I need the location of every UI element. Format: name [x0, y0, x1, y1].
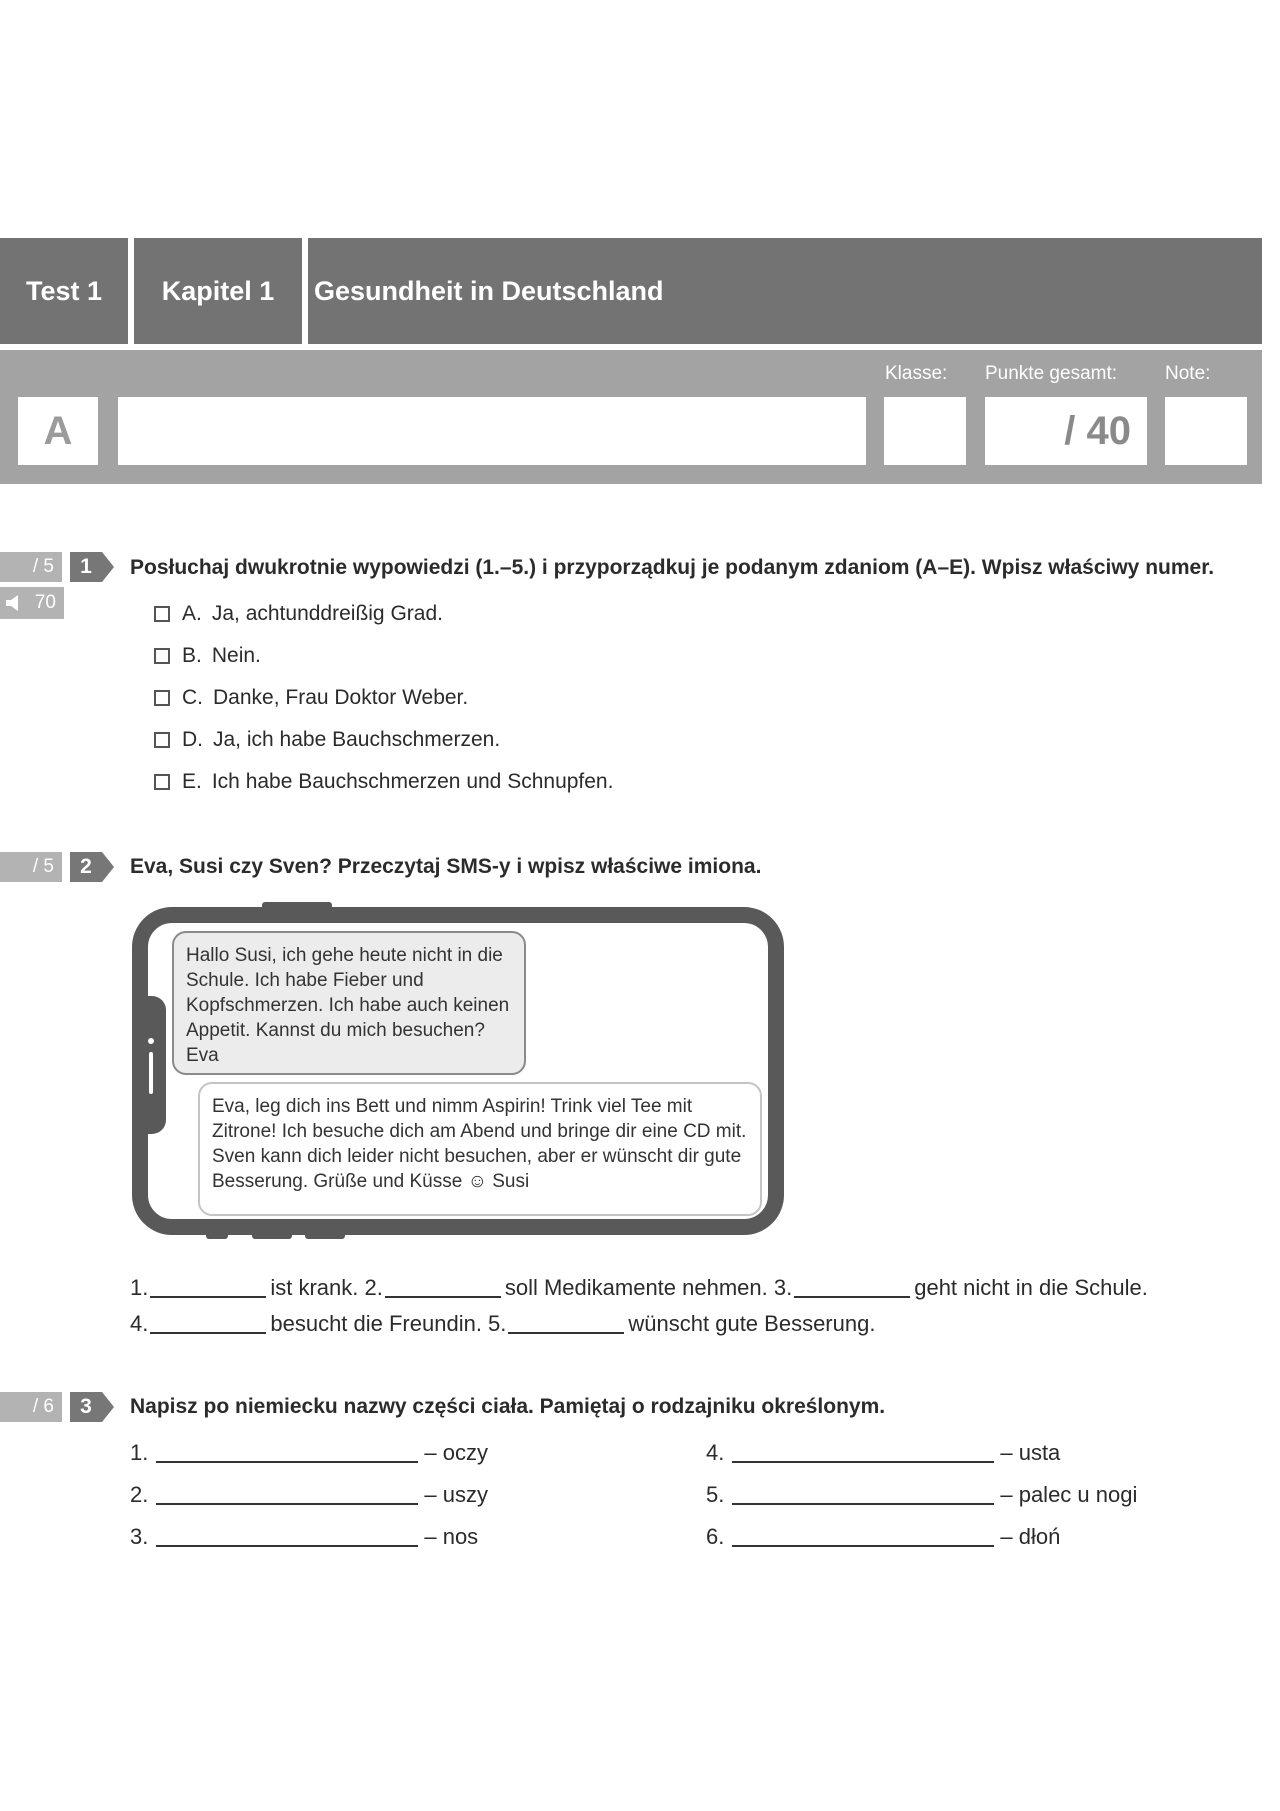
option-e-checkbox[interactable]: [154, 774, 170, 790]
body-part-item-6: [706, 1524, 1060, 1550]
phone-bottom-button-2: [252, 1232, 292, 1239]
body-part-5-blank[interactable]: [732, 1483, 994, 1505]
ex2-score: / 5: [0, 852, 62, 882]
option-c: [154, 686, 468, 710]
body-part-5-number: 5.: [706, 1482, 725, 1507]
phone-side-dot: [148, 1038, 154, 1044]
ex2-blank-4[interactable]: [150, 1310, 266, 1334]
body-part-3-number: 3.: [130, 1524, 149, 1549]
ex2-item-2-text: soll Medikamente nehmen. 3.: [504, 1275, 793, 1300]
body-part-item-1: [130, 1440, 488, 1466]
header-chapter-cell: [134, 238, 302, 344]
option-d-checkbox[interactable]: [154, 732, 170, 748]
ex3-number-marker: [70, 1392, 114, 1422]
option-c-letter: C.: [182, 686, 203, 709]
option-c-text: Danke, Frau Doktor Weber.: [213, 686, 469, 709]
body-part-item-3: [130, 1524, 478, 1550]
body-part-item-4: [706, 1440, 1060, 1466]
ex2-number-marker: [70, 852, 114, 882]
body-part-4-blank[interactable]: [732, 1441, 994, 1463]
ex2-item-5-text: wünscht gute Besserung.: [628, 1311, 876, 1336]
ex2-blank-2[interactable]: [385, 1274, 501, 1298]
sms-message-susi: Eva, leg dich ins Bett und nimm Aspirin! Trink viel Tee mit Zitrone! Ich besuche dich am Abend und bringe dir eine CD mit. Sven kann dich leider nicht besuchen, aber er wünscht dir gute Besserung. Grüße und Küsse ☺ Susi: [198, 1082, 762, 1216]
test-label: Test 1: [25, 275, 103, 306]
sms-message-eva: Hallo Susi, ich gehe heute nicht in die Schule. Ich habe Fieber und Kopfschmerzen. Ich habe auch keinen Appetit. Kannst du mich besuchen? Eva: [172, 931, 526, 1075]
option-e: [154, 770, 613, 794]
body-part-1-word: – oczy: [424, 1440, 488, 1465]
header-title-cell: [308, 238, 1262, 344]
ex3-number: 3: [80, 1395, 92, 1418]
body-part-5-word: – palec u nogi: [1000, 1482, 1138, 1507]
option-e-text: Ich habe Bauchschmerzen und Schnupfen.: [211, 770, 614, 793]
ex1-score: / 5: [0, 552, 62, 582]
body-part-1-number: 1.: [130, 1440, 149, 1465]
ex1-number-marker: [70, 552, 114, 582]
body-part-3-word: – nos: [424, 1524, 479, 1549]
ex2-fill-line-2: [130, 1310, 875, 1337]
option-d: [154, 728, 500, 752]
ex2-instruction: Eva, Susi czy Sven? Przeczytaj SMS-y i wpisz właściwe imiona.: [130, 855, 762, 878]
option-a-letter: A.: [182, 602, 202, 625]
audio-track-badge: [0, 587, 64, 619]
ex1-instruction: Posłuchaj dwukrotnie wypowiedzi (1.–5.) i przyporządkuj je podanym zdaniom (A–E). Wpisz właściwy numer.: [130, 556, 1215, 579]
grade-label: Note:: [1165, 363, 1211, 384]
ex2-number: 2: [80, 855, 92, 878]
body-part-6-word: – dłoń: [1000, 1524, 1061, 1549]
option-d-text: Ja, ich habe Bauchschmerzen.: [213, 728, 501, 751]
speaker-icon: [6, 595, 24, 611]
option-a-checkbox[interactable]: [154, 606, 170, 622]
ex2-item-4-number: 4.: [130, 1311, 149, 1336]
ex2-blank-3[interactable]: [794, 1274, 910, 1298]
chapter-label: Kapitel 1: [161, 275, 275, 306]
option-a: [154, 602, 443, 626]
audio-track-number: 70: [34, 592, 56, 613]
body-part-6-blank[interactable]: [732, 1525, 994, 1547]
class-label: Klasse:: [885, 363, 948, 384]
option-c-checkbox[interactable]: [154, 690, 170, 706]
option-e-letter: E.: [182, 770, 202, 793]
ex2-blank-5[interactable]: [508, 1310, 624, 1334]
phone-bottom-button-3: [305, 1232, 345, 1239]
name-field[interactable]: [118, 397, 866, 465]
ex2-fill-line-1: [130, 1274, 1148, 1301]
body-part-item-2: [130, 1482, 488, 1508]
ex2-item-1-number: 1.: [130, 1275, 149, 1300]
option-b-checkbox[interactable]: [154, 648, 170, 664]
body-part-4-word: – usta: [1000, 1440, 1061, 1465]
ex3-score: / 6: [0, 1392, 62, 1422]
ex2-item-3-text: geht nicht in die Schule.: [914, 1275, 1148, 1300]
phone-side-button: [144, 996, 166, 1134]
ex1-number: 1: [80, 555, 92, 578]
body-part-2-word: – uszy: [424, 1482, 488, 1507]
body-part-2-number: 2.: [130, 1482, 149, 1507]
class-field[interactable]: [884, 397, 966, 465]
points-label: Punkte gesamt:: [985, 363, 1118, 384]
page-title: Gesundheit in Deutschland: [314, 275, 664, 306]
phone-side-line: [149, 1052, 153, 1094]
option-d-letter: D.: [182, 728, 203, 751]
option-b-letter: B.: [182, 644, 202, 667]
option-b: [154, 644, 261, 668]
ex2-blank-1[interactable]: [150, 1274, 266, 1298]
points-total: / 40: [1064, 408, 1131, 453]
body-part-2-blank[interactable]: [156, 1483, 418, 1505]
points-field[interactable]: [985, 397, 1147, 465]
grade-field[interactable]: [1165, 397, 1247, 465]
option-a-text: Ja, achtunddreißig Grad.: [211, 602, 443, 625]
body-part-6-number: 6.: [706, 1524, 725, 1549]
ex3-instruction: Napisz po niemiecku nazwy części ciała. Pamiętaj o rodzajniku określonym.: [130, 1395, 886, 1418]
body-part-4-number: 4.: [706, 1440, 725, 1465]
body-part-1-blank[interactable]: [156, 1441, 418, 1463]
version-box: [18, 397, 98, 465]
body-part-item-5: [706, 1482, 1137, 1508]
ex2-item-4-text: besucht die Freundin. 5.: [270, 1311, 507, 1336]
option-b-text: Nein.: [211, 644, 261, 667]
phone-bottom-button-1: [206, 1232, 228, 1239]
body-part-3-blank[interactable]: [156, 1525, 418, 1547]
header-test-cell: [0, 238, 128, 344]
ex2-item-1-text: ist krank. 2.: [270, 1275, 383, 1300]
version-letter: A: [43, 408, 73, 453]
